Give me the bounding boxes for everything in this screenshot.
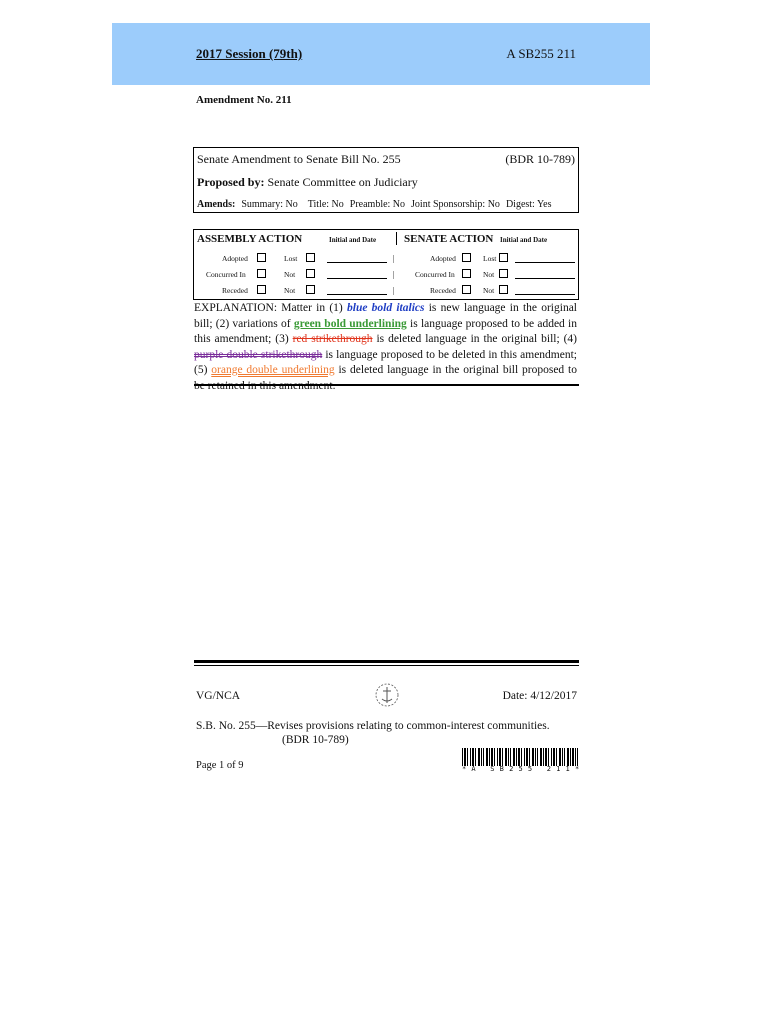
- explanation-text: is deleted language in the original bill proposed to: [338, 364, 577, 376]
- proposed-label: Proposed by:: [197, 175, 265, 189]
- assembly-lost-label: Lost: [284, 254, 298, 263]
- footer-bdr: (BDR 10-789): [282, 734, 349, 746]
- senate-receded-checkbox[interactable]: [462, 285, 471, 294]
- senate-not-checkbox[interactable]: [499, 285, 508, 294]
- bill-description: S.B. No. 255—Revises provisions relating to common-interest communities.: [196, 720, 550, 732]
- amends-digest: Digest: Yes: [505, 199, 552, 210]
- state-seal-icon: [374, 682, 400, 708]
- amendment-info-box: [193, 147, 579, 213]
- row-separator: |: [393, 254, 395, 263]
- assembly-action-label: ASSEMBLY ACTION: [197, 233, 303, 245]
- amends-summary: Summary: No: [241, 199, 298, 210]
- amendment-title: Senate Amendment to Senate Bill No. 255: [197, 152, 401, 166]
- explanation-text: is language proposed to be deleted in this amendment; (5): [194, 348, 577, 376]
- senate-lost-label: Lost: [483, 254, 497, 263]
- explanation-text: EXPLANATION: Matter in (1): [194, 302, 347, 314]
- proposed-value: Senate Committee on Judiciary: [267, 175, 418, 189]
- senate-not-checkbox[interactable]: [499, 269, 508, 278]
- assembly-adopted-checkbox[interactable]: [257, 253, 266, 262]
- amendment-date: Date: 4/12/2017: [502, 690, 577, 702]
- assembly-initial-line: [327, 294, 387, 295]
- senate-lost-checkbox[interactable]: [499, 253, 508, 262]
- senate-adopted-label: Adopted: [430, 254, 456, 263]
- amends-line: [197, 199, 552, 210]
- senate-adopted-checkbox[interactable]: [462, 253, 471, 262]
- assembly-receded-checkbox[interactable]: [257, 285, 266, 294]
- senate-concurred-checkbox[interactable]: [462, 269, 471, 278]
- bdr-number: (BDR 10-789): [505, 152, 575, 166]
- session-label: 2017 Session (79th): [196, 46, 303, 61]
- assembly-adopted-label: Adopted: [222, 254, 248, 263]
- senate-initial-line: [515, 278, 575, 279]
- blue-sample: blue bold italics: [347, 302, 425, 314]
- green-sample: green bold underlining: [293, 317, 407, 330]
- assembly-initial-line: [327, 262, 387, 263]
- explanation-paragraph: [194, 301, 577, 394]
- senate-action-label: SENATE ACTION: [404, 233, 494, 245]
- explanation-divider: [194, 384, 579, 386]
- footer-rule: [194, 660, 579, 663]
- purple-sample: purple double strikethrough: [194, 348, 323, 361]
- assembly-not-checkbox[interactable]: [306, 285, 315, 294]
- drafter-initials: VG/NCA: [196, 690, 241, 702]
- senate-initial-line: [515, 262, 575, 263]
- red-sample: red strikethrough: [292, 333, 373, 345]
- proposed-by: [197, 175, 418, 190]
- senate-not-label: Not: [483, 286, 495, 295]
- orange-sample: orange double underlining: [211, 364, 335, 376]
- row-separator: |: [393, 286, 395, 295]
- assembly-initial-line: [327, 278, 387, 279]
- amends-preamble: Preamble: No: [349, 199, 406, 210]
- assembly-concurred-label: Concurred In: [206, 270, 246, 279]
- senate-receded-label: Receded: [430, 286, 456, 295]
- senate-initial-date: Initial and Date: [500, 236, 548, 244]
- page-number: Page 1 of 9: [196, 760, 244, 771]
- assembly-initial-date: Initial and Date: [329, 236, 377, 244]
- senate-not-label: Not: [483, 270, 495, 279]
- assembly-not-checkbox[interactable]: [306, 269, 315, 278]
- amendment-number: Amendment No. 211: [196, 94, 292, 106]
- column-divider: [396, 232, 397, 245]
- barcode-icon: [462, 748, 578, 766]
- senate-initial-line: [515, 294, 575, 295]
- assembly-not-label: Not: [284, 270, 296, 279]
- amends-title: Title: No: [307, 199, 344, 210]
- senate-concurred-label: Concurred In: [415, 270, 455, 279]
- footer-rule-thin: [194, 665, 579, 666]
- assembly-concurred-checkbox[interactable]: [257, 269, 266, 278]
- assembly-not-label: Not: [284, 286, 296, 295]
- barcode-text: *A SB255 211*: [462, 765, 585, 773]
- explanation-text: is new language in the original bill; (2) variations of: [194, 302, 577, 330]
- assembly-receded-label: Receded: [222, 286, 248, 295]
- bill-id: A SB255 211: [506, 46, 576, 61]
- amends-joint: Joint Sponsorship: No: [411, 199, 500, 210]
- row-separator: |: [393, 270, 395, 279]
- amends-label: Amends:: [197, 199, 236, 210]
- assembly-lost-checkbox[interactable]: [306, 253, 315, 262]
- explanation-text: is deleted language in the original bill; (4): [372, 333, 577, 345]
- action-box: [193, 229, 579, 300]
- explanation-text: is language proposed to be added in this amendment; (3): [194, 317, 577, 345]
